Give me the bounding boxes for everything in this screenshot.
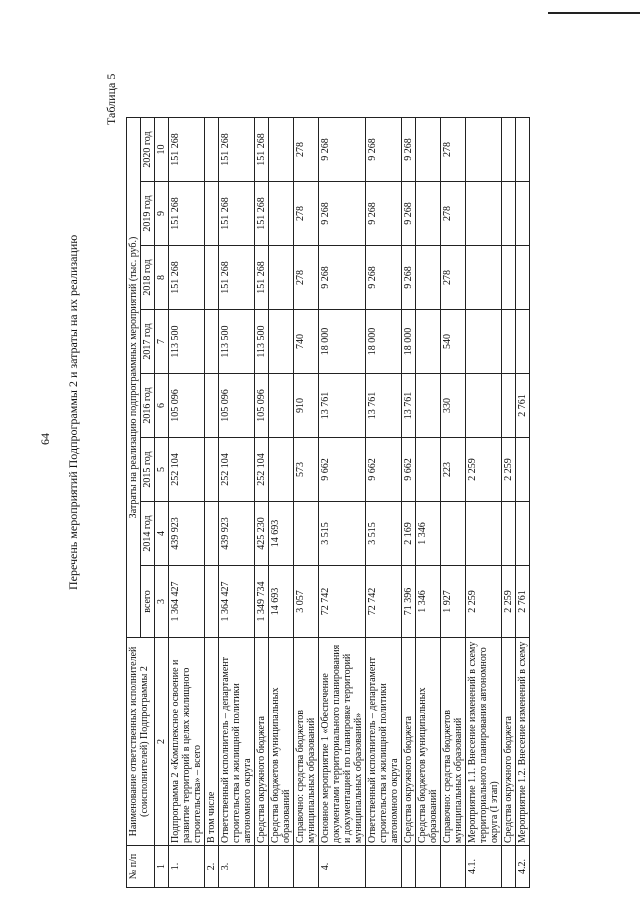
row-year-value: 740 (294, 310, 319, 374)
column-number: 4 (155, 502, 169, 566)
row-year-value: 3 515 (366, 502, 402, 566)
table-row (169, 117, 205, 887)
row-total: 2 259 (502, 566, 516, 638)
row-year-value: 9 268 (319, 246, 366, 310)
row-year-value: 9 268 (319, 182, 366, 246)
row-number: 2. (205, 846, 219, 888)
header-total: всего (141, 566, 155, 638)
row-year-value (416, 438, 441, 502)
row-year-value: 9 268 (402, 182, 416, 246)
row-year-value: 14 693 (269, 502, 294, 566)
row-year-value: 540 (441, 310, 466, 374)
row-year-value: 151 268 (169, 117, 205, 181)
row-year-value: 18 000 (319, 310, 366, 374)
row-year-value: 439 923 (169, 502, 205, 566)
row-year-value: 425 230 (255, 502, 269, 566)
row-year-value (269, 117, 294, 181)
row-total: 1 364 427 (219, 566, 255, 638)
row-year-value: 278 (441, 182, 466, 246)
header-year: 2016 год (141, 374, 155, 438)
row-year-value: 278 (294, 182, 319, 246)
header-year: 2018 год (141, 246, 155, 310)
row-total: 72 742 (366, 566, 402, 638)
row-year-value: 330 (441, 374, 466, 438)
row-name: Средства окружного бюджета (255, 638, 269, 846)
row-year-value (516, 246, 530, 310)
row-year-value (466, 182, 502, 246)
row-year-value: 13 761 (402, 374, 416, 438)
row-name: Справочно: средства бюджетов муниципальных образований (294, 638, 319, 846)
header-name: Наименование ответственных исполнителей (соисполнителей) Подпрограммы 2 (127, 638, 155, 846)
row-year-value (466, 117, 502, 181)
table-row (255, 117, 269, 887)
header-num: № п/п (127, 846, 155, 888)
row-year-value (516, 438, 530, 502)
row-year-value (269, 438, 294, 502)
row-year-value: 18 000 (402, 310, 416, 374)
row-total: 1 349 734 (255, 566, 269, 638)
row-number (402, 846, 416, 888)
row-year-value: 151 268 (169, 246, 205, 310)
column-number: 1 (155, 846, 169, 888)
row-year-value: 105 096 (169, 374, 205, 438)
row-number: 3. (219, 846, 255, 888)
row-total: 14 693 (269, 566, 294, 638)
row-year-value: 2 259 (502, 438, 516, 502)
header-costs: Затраты на реализацию подпрограммных мероприятий (тыс. руб.) (127, 117, 141, 637)
column-number: 6 (155, 374, 169, 438)
row-number (269, 846, 294, 888)
row-year-value: 151 268 (255, 246, 269, 310)
row-name: Средства бюджетов муниципальных образований (269, 638, 294, 846)
row-year-value (416, 374, 441, 438)
row-year-value: 1 346 (416, 502, 441, 566)
table-row (294, 117, 319, 887)
row-year-value (269, 374, 294, 438)
column-number: 3 (155, 566, 169, 638)
row-year-value: 113 500 (169, 310, 205, 374)
column-number: 7 (155, 310, 169, 374)
row-year-value (269, 182, 294, 246)
row-number (441, 846, 466, 888)
row-total: 1 364 427 (169, 566, 205, 638)
row-total: 1 927 (441, 566, 466, 638)
row-number (416, 846, 441, 888)
row-number: 1. (169, 846, 205, 888)
table-row (466, 117, 502, 887)
row-year-value (441, 502, 466, 566)
column-number: 2 (155, 638, 169, 846)
row-name: Ответственный исполнитель – департамент строительства и жилищной политики автономного округа (366, 638, 402, 846)
row-year-value: 151 268 (219, 182, 255, 246)
row-year-value: 9 268 (319, 117, 366, 181)
row-year-value (205, 374, 219, 438)
table-row (502, 117, 516, 887)
row-year-value: 13 761 (366, 374, 402, 438)
row-year-value (466, 246, 502, 310)
header-year: 2014 год (141, 502, 155, 566)
row-name: Средства бюджетов муниципальных образований (416, 638, 441, 846)
row-year-value: 9 662 (402, 438, 416, 502)
row-year-value: 439 923 (219, 502, 255, 566)
row-total: 72 742 (319, 566, 366, 638)
row-year-value: 151 268 (255, 182, 269, 246)
row-year-value: 2 761 (516, 374, 530, 438)
row-year-value: 105 096 (255, 374, 269, 438)
row-number (255, 846, 269, 888)
column-number: 9 (155, 182, 169, 246)
row-year-value (502, 182, 516, 246)
table-label: Таблица 5 (104, 73, 118, 125)
row-year-value (205, 438, 219, 502)
row-number (366, 846, 402, 888)
row-year-value: 223 (441, 438, 466, 502)
row-name: Справочно: средства бюджетов муниципальных образований (441, 638, 466, 846)
row-year-value (205, 502, 219, 566)
row-name: Средства окружного бюджета (402, 638, 416, 846)
row-year-value: 2 169 (402, 502, 416, 566)
row-year-value (502, 117, 516, 181)
row-year-value: 113 500 (255, 310, 269, 374)
row-year-value: 151 268 (255, 117, 269, 181)
row-year-value (294, 502, 319, 566)
row-name: Средства окружного бюджета (502, 638, 516, 846)
document-title: Перечень мероприятий Подпрограммы 2 и затраты на их реализацию (66, 234, 80, 590)
row-year-value: 278 (441, 246, 466, 310)
row-year-value (502, 246, 516, 310)
row-year-value: 573 (294, 438, 319, 502)
row-total (205, 566, 219, 638)
row-year-value (502, 502, 516, 566)
row-total: 2 259 (466, 566, 502, 638)
row-year-value (502, 374, 516, 438)
column-number-row (155, 117, 169, 887)
row-year-value (466, 310, 502, 374)
row-year-value: 151 268 (219, 117, 255, 181)
row-year-value (205, 310, 219, 374)
row-year-value: 9 268 (366, 117, 402, 181)
header-year: 2015 год (141, 438, 155, 502)
table-row (269, 117, 294, 887)
top-edge-mark (548, 12, 640, 14)
table-row (319, 117, 366, 887)
row-year-value: 252 104 (219, 438, 255, 502)
table-body (169, 117, 530, 887)
row-year-value: 9 662 (319, 438, 366, 502)
row-year-value: 113 500 (219, 310, 255, 374)
row-year-value: 13 761 (319, 374, 366, 438)
table-container (126, 118, 636, 888)
row-year-value (269, 246, 294, 310)
row-total: 3 057 (294, 566, 319, 638)
row-year-value (416, 117, 441, 181)
row-year-value: 252 104 (169, 438, 205, 502)
page-number: 64 (38, 433, 52, 445)
column-number: 8 (155, 246, 169, 310)
row-number (502, 846, 516, 888)
row-year-value (416, 310, 441, 374)
row-name: Мероприятие 1.1. Внесение изменений в схему территориального планирования автономного округа (I этап) (466, 638, 502, 846)
row-year-value: 151 268 (169, 182, 205, 246)
row-year-value: 278 (294, 117, 319, 181)
row-number: 4. (319, 846, 366, 888)
header-year: 2020 год (141, 117, 155, 181)
row-total: 1 346 (416, 566, 441, 638)
row-name: Основное мероприятие 1 «Обеспечение документами территориального планирования и документацией по планировке территорий муниципальных образований» (319, 638, 366, 846)
row-year-value: 3 515 (319, 502, 366, 566)
row-year-value: 9 268 (402, 117, 416, 181)
column-number: 5 (155, 438, 169, 502)
row-year-value (516, 182, 530, 246)
row-year-value: 105 096 (219, 374, 255, 438)
row-year-value (502, 310, 516, 374)
table-row (402, 117, 416, 887)
row-total: 71 396 (402, 566, 416, 638)
row-year-value (416, 246, 441, 310)
row-total: 2 761 (516, 566, 530, 638)
row-year-value (516, 117, 530, 181)
row-year-value: 18 000 (366, 310, 402, 374)
row-year-value: 9 268 (366, 246, 402, 310)
row-year-value (205, 246, 219, 310)
row-name: Мероприятие 1.2. Внесение изменений в схему (516, 638, 530, 846)
row-year-value (269, 310, 294, 374)
header-year: 2017 год (141, 310, 155, 374)
row-year-value: 151 268 (219, 246, 255, 310)
header-year: 2019 год (141, 182, 155, 246)
row-year-value (205, 182, 219, 246)
row-year-value (416, 182, 441, 246)
table-row (366, 117, 402, 887)
table-row (516, 117, 530, 887)
table-row (205, 117, 219, 887)
table-row (219, 117, 255, 887)
row-year-value: 910 (294, 374, 319, 438)
row-year-value (466, 374, 502, 438)
row-name: Подпрограмма 2 «Комплексное освоение и развитие территорий в целях жилищного строительства» – всего (169, 638, 205, 846)
row-number (294, 846, 319, 888)
row-year-value (516, 310, 530, 374)
row-year-value: 9 662 (366, 438, 402, 502)
row-year-value: 252 104 (255, 438, 269, 502)
row-number: 4.2. (516, 846, 530, 888)
row-name: Ответственный исполнитель – департамент строительства и жилищной политики автономного округа (219, 638, 255, 846)
column-number: 10 (155, 117, 169, 181)
row-year-value (516, 502, 530, 566)
row-year-value: 278 (294, 246, 319, 310)
row-name: В том числе (205, 638, 219, 846)
costs-table (126, 117, 530, 888)
row-year-value: 9 268 (402, 246, 416, 310)
table-row (441, 117, 466, 887)
row-number: 4.1. (466, 846, 502, 888)
table-row (416, 117, 441, 887)
row-year-value: 2 259 (466, 438, 502, 502)
row-year-value: 9 268 (366, 182, 402, 246)
row-year-value (205, 117, 219, 181)
row-year-value: 278 (441, 117, 466, 181)
row-year-value (466, 502, 502, 566)
